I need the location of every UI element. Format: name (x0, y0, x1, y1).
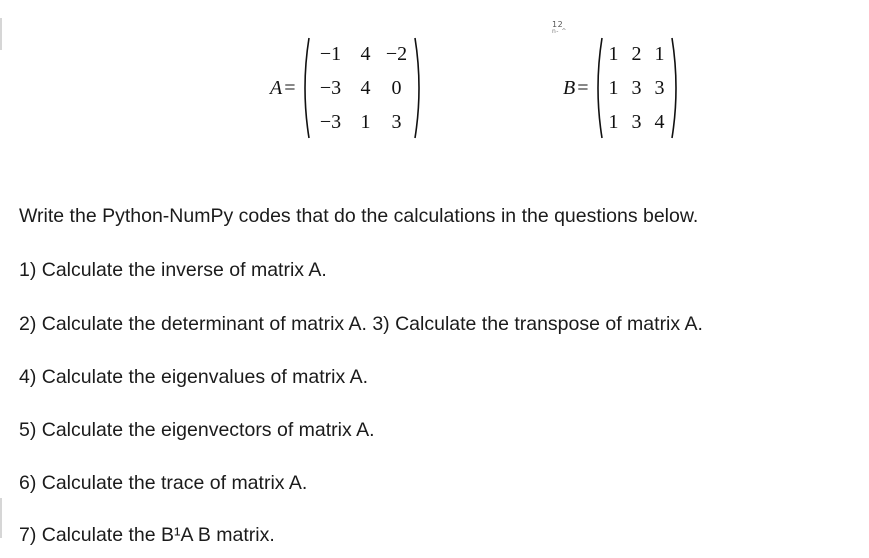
matrix-b-cell: 1 (608, 42, 619, 65)
left-edge-mark-bottom (0, 498, 2, 538)
page-mark-sub: n- ^ (552, 28, 567, 35)
page-mark-number: 12 (552, 20, 564, 29)
left-paren-icon (300, 36, 310, 140)
matrix-a-cell: 1 (360, 110, 371, 133)
matrix-b-cell: 1 (654, 42, 665, 65)
matrix-b-cell: 2 (631, 42, 642, 65)
question-item: 7) Calculate the B¹A B matrix. (19, 524, 275, 546)
matrix-a-cell: −3 (319, 76, 342, 99)
matrix-a (270, 36, 424, 140)
matrix-a-cell: 3 (391, 110, 402, 133)
question-item: 5) Calculate the eigenvectors of matrix A. (19, 419, 375, 441)
matrix-a-label: A (270, 76, 283, 99)
matrix-a-grid (310, 37, 414, 139)
matrix-b-cell: 3 (654, 76, 665, 99)
matrix-a-cell: 0 (391, 76, 402, 99)
matrix-a-cell: −1 (319, 42, 342, 65)
matrix-b-equals: = (577, 76, 589, 99)
matrix-b-grid (603, 37, 671, 139)
question-item: 1) Calculate the inverse of matrix A. (19, 259, 327, 281)
matrix-b-cell: 4 (654, 110, 665, 133)
matrix-b-cell: 3 (631, 76, 642, 99)
question-item: 2) Calculate the determinant of matrix A. 3) Calculate the transpose of matrix A. (19, 313, 703, 335)
matrix-b-cell: 1 (608, 110, 619, 133)
matrix-a-cell: 4 (360, 42, 371, 65)
question-item: 6) Calculate the trace of matrix A. (19, 472, 308, 494)
question-item: 4) Calculate the eigenvalues of matrix A. (19, 366, 369, 388)
matrix-a-cell: −2 (385, 42, 408, 65)
matrix-b (563, 36, 681, 140)
matrix-a-equals: = (284, 76, 296, 99)
matrix-b-cell: 3 (631, 110, 642, 133)
matrix-a-cell: −3 (319, 110, 342, 133)
matrix-a-cell: 4 (360, 76, 371, 99)
intro-text: Write the Python-NumPy codes that do the calculations in the questions below. (19, 205, 699, 227)
left-edge-mark-top (0, 18, 2, 50)
right-paren-icon (414, 36, 424, 140)
matrix-b-label: B (563, 76, 576, 99)
page-mark (552, 20, 567, 35)
right-paren-icon (671, 36, 681, 140)
matrix-b-cell: 1 (608, 76, 619, 99)
left-paren-icon (593, 36, 603, 140)
